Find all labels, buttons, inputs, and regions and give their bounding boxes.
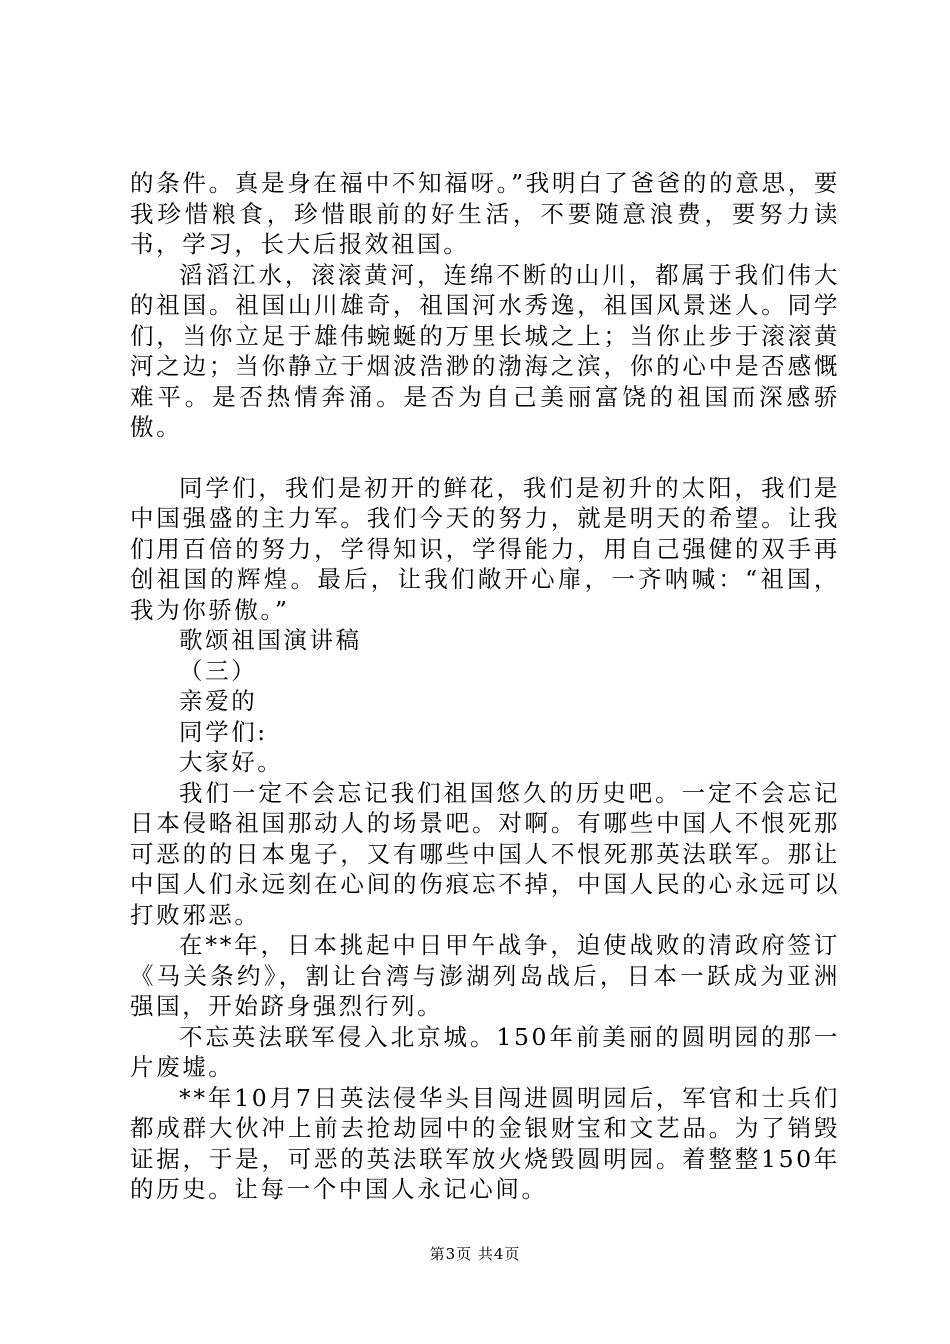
paragraph: 不忘英法联军侵入北京城。150年前美丽的圆明园的那一片废墟。 [130, 1022, 840, 1081]
section-number: （三） [179, 656, 258, 685]
salutation-line: 同学们: [179, 717, 268, 746]
section-title: 歌颂祖国演讲稿 [179, 626, 362, 654]
salutation-line: 亲爱的 [179, 687, 258, 715]
greeting: 大家好。 [179, 748, 284, 776]
paragraph: 滔滔江水，滚滚黄河，连绵不断的山川，都属于我们伟大的祖国。祖国山川雄奇，祖国河水秀逸，祖国风景迷人。同学们，当你立足于雄伟蜿蜒的万里长城之上；当你止步于滚滚黄河之边；当你静立于烟波浩渺的渤海之滨，你的心中是否感慨难平。是否热情奔涌。是否为自己美丽富饶的祖国而深感骄傲。 [130, 260, 840, 441]
paragraph: 在**年，日本挑起中日甲午战争，迫使战败的清政府签订《马关条约》，割让台湾与澎湖列岛战后，日本一跃成为亚洲强国，开始跻身强烈行列。 [130, 931, 840, 1020]
paragraph: 的条件。真是身在福中不知福呀。”我明白了爸爸的的意思，要我珍惜粮食，珍惜眼前的好生活，不要随意浪费，要努力读书，学习，长大后报效祖国。 [130, 169, 840, 258]
paragraph: 我们一定不会忘记我们祖国悠久的历史吧。一定不会忘记日本侵略祖国那动人的场景吧。对啊。有哪些中国人不恨死那可恶的的日本鬼子，又有哪些中国人不恨死那英法联军。那让中国人们永远刻在心间的伤痕忘不掉，中国人民的心永远可以打败邪恶。 [130, 778, 840, 929]
document-body [130, 168, 840, 1205]
page-footer: 第3页 共4页 [429, 1245, 521, 1263]
paragraph: 同学们，我们是初开的鲜花，我们是初升的太阳，我们是中国强盛的主力军。我们今天的努力，就是明天的希望。让我们用百倍的努力，学得知识，学得能力，用自己强健的双手再创祖国的辉煌。最后，让我们敞开心扉，一齐呐喊：“祖国，我为你骄傲。” [130, 473, 840, 624]
paragraph: **年10月7日英法侵华头目闯进圆明园后，军官和士兵们都成群大伙冲上前去抢劫园中的金银财宝和文艺品。为了销毁证据，于是，可恶的英法联军放火烧毁圆明园。着整整150年的历史。让每一个中国人永记心间。 [130, 1083, 840, 1203]
